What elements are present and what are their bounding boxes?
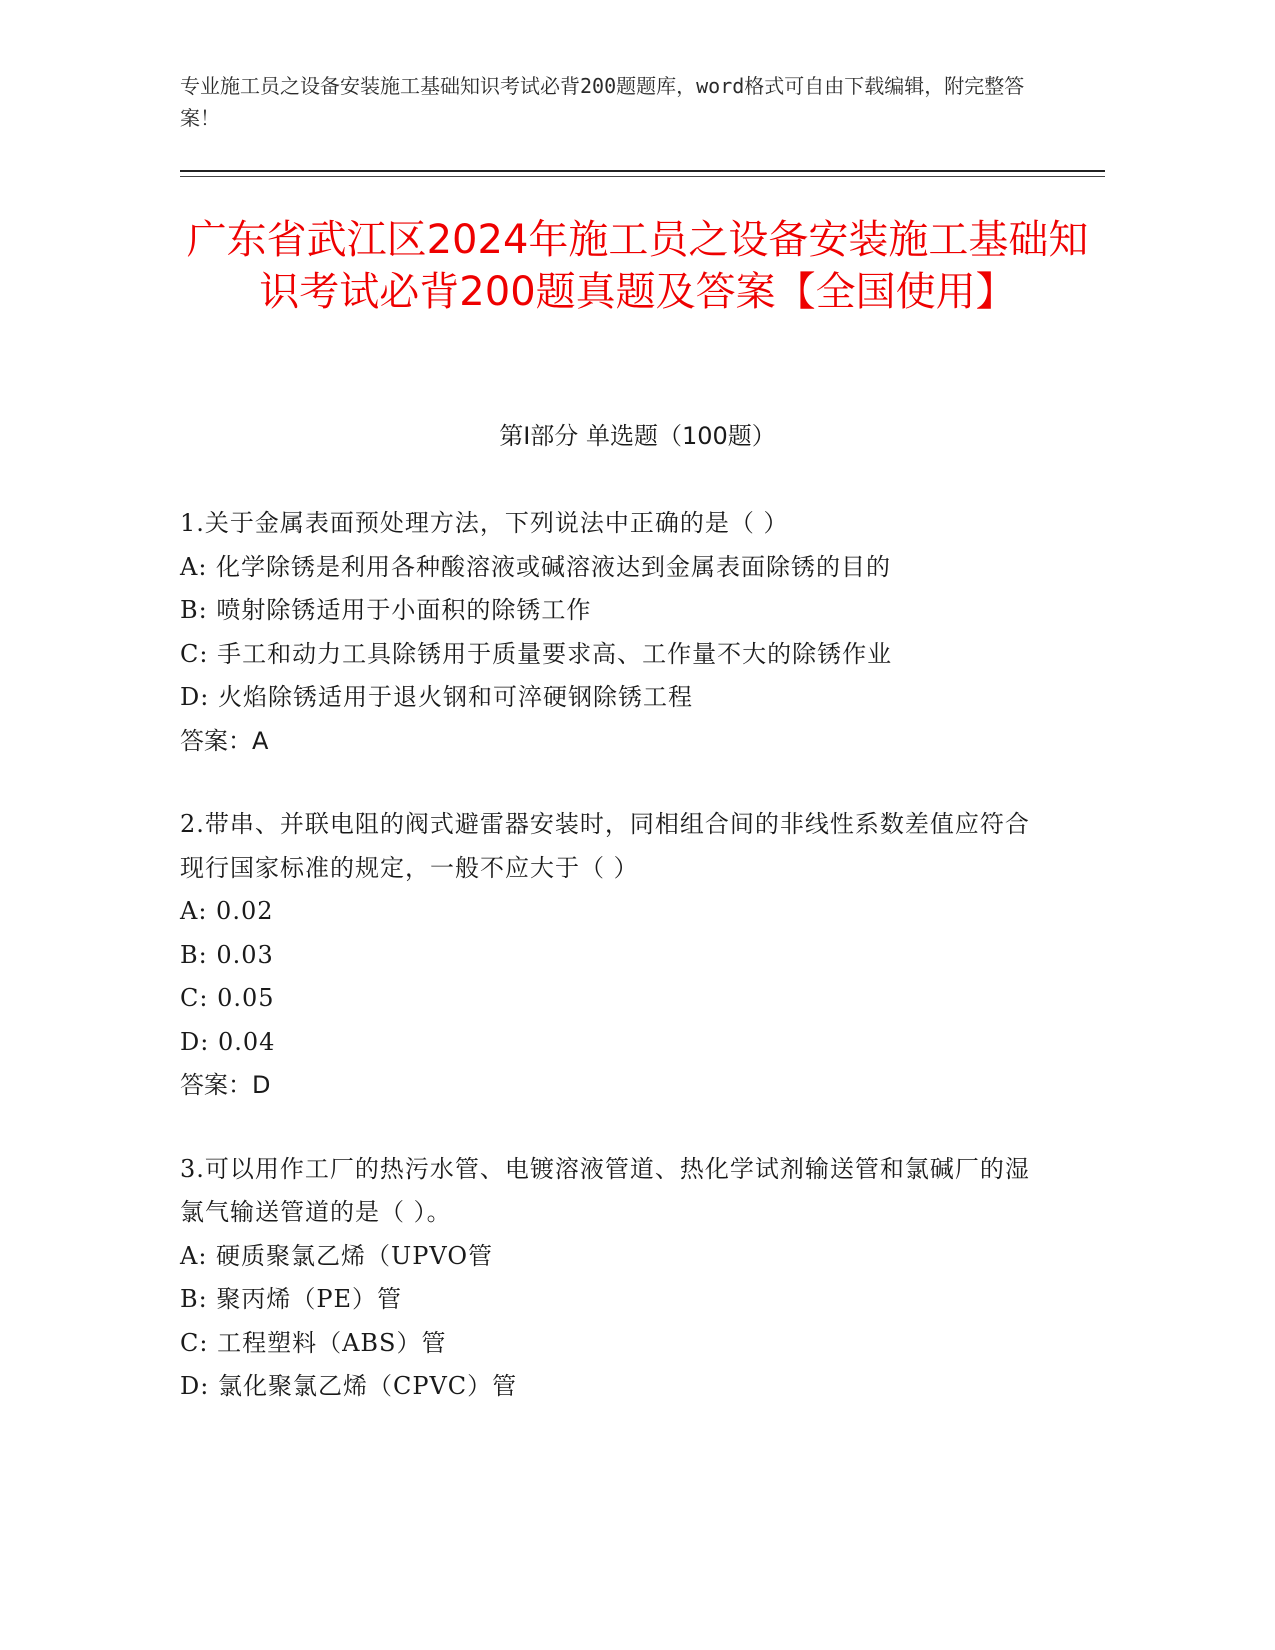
question-1 [180, 502, 1050, 763]
option-d: D: 氯化聚氯乙烯（CPVC）管 [180, 1372, 518, 1400]
question-2 [180, 803, 1050, 1108]
header-divider-thick [180, 170, 1105, 172]
question-text: 2.带串、并联电阻的阀式避雷器安装时，同相组合间的非线性系数差值应符合现行国家标准的规定，一般不应大于（ ） [180, 810, 1030, 882]
answer-line: 答案：D [180, 1071, 271, 1099]
question-list [180, 502, 1050, 1449]
question-3 [180, 1148, 1050, 1409]
option-a: A: 化学除锈是利用各种酸溶液或碱溶液达到金属表面除锈的目的 [180, 552, 892, 581]
document-title: 广东省武江区2024年施工员之设备安装施工基础知识考试必背200题真题及答案【全国使用】 [186, 217, 1089, 315]
question-text: 1.关于金属表面预处理方法，下列说法中正确的是（ ） [180, 509, 789, 537]
option-a: A: 0.02 [180, 897, 274, 925]
header-note: 专业施工员之设备安装施工基础知识考试必背200题题库，word格式可自由下载编辑，附完整答案！ [180, 74, 1025, 130]
header-divider-thin [180, 176, 1105, 177]
option-c: C: 工程塑料（ABS）管 [180, 1328, 447, 1357]
option-d: D: 0.04 [180, 1027, 276, 1056]
option-b: B: 0.03 [180, 940, 274, 969]
question-text: 3.可以用作工厂的热污水管、电镀溶液管道、热化学试剂输送管和氯碱厂的湿氯气输送管道的是（ ）。 [180, 1154, 1030, 1226]
option-d: D: 火焰除锈适用于退火钢和可淬硬钢除锈工程 [180, 683, 693, 711]
answer-line: 答案：A [180, 726, 269, 755]
option-a: A: 硬质聚氯乙烯（UPVO管 [180, 1241, 494, 1270]
option-b: B: 喷射除锈适用于小面积的除锈工作 [180, 596, 592, 624]
option-c: C: 手工和动力工具除锈用于质量要求高、工作量不大的除锈作业 [180, 639, 893, 668]
option-b: B: 聚丙烯（PE）管 [180, 1285, 403, 1313]
section-heading: 第I部分 单选题（100题） [499, 422, 776, 450]
option-c: C: 0.05 [180, 984, 275, 1012]
